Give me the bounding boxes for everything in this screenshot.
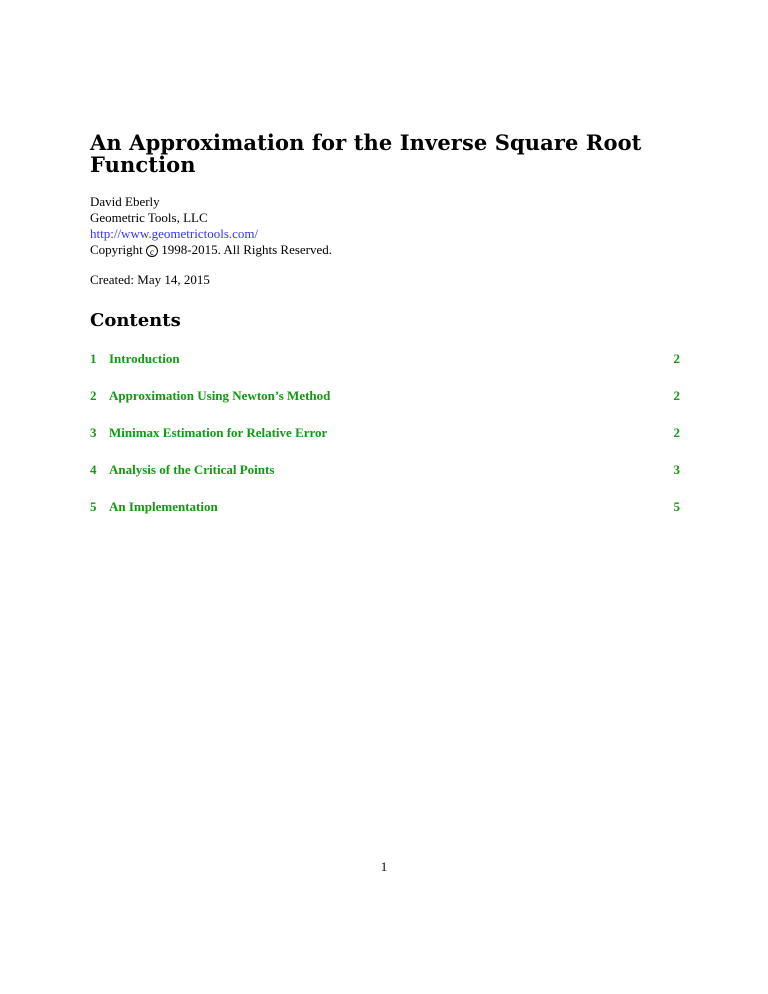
copyright-prefix: Copyright	[90, 242, 143, 257]
created-date: Created: May 14, 2015	[90, 272, 210, 287]
toc-entry-number: 1	[90, 351, 97, 366]
toc-entry-label: An Implementation	[109, 499, 218, 514]
toc-entry-number: 4	[90, 462, 97, 477]
toc-entry-minimax-estimation[interactable]	[90, 424, 680, 461]
contents-heading: Contents	[90, 310, 181, 331]
toc-entry-page: 2	[673, 388, 680, 403]
website-link[interactable]: http://www.geometrictools.com/	[90, 226, 259, 241]
author-name: David Eberly	[90, 194, 160, 209]
paper-title: An Approximation for the Inverse Square Root Function	[90, 130, 642, 177]
toc-entry-label: Introduction	[109, 351, 180, 366]
toc-entry-label: Minimax Estimation for Relative Error	[109, 425, 328, 440]
table-of-contents	[90, 350, 680, 535]
toc-entry-introduction[interactable]	[90, 350, 680, 387]
toc-entry-critical-points[interactable]	[90, 461, 680, 498]
toc-entry-page: 5	[673, 499, 680, 514]
toc-entry-newtons-method[interactable]	[90, 387, 680, 424]
copyright-line	[90, 242, 332, 258]
toc-entry-page: 2	[673, 351, 680, 366]
toc-entry-implementation[interactable]	[90, 498, 680, 535]
toc-entry-number: 5	[90, 499, 97, 514]
toc-entry-label: Approximation Using Newton’s Method	[109, 388, 331, 403]
toc-entry-number: 2	[90, 388, 97, 403]
toc-entry-page: 2	[673, 425, 680, 440]
copyright-suffix: 1998-2015. All Rights Reserved.	[161, 242, 333, 257]
toc-entry-number: 3	[90, 425, 97, 440]
author-block	[90, 194, 332, 258]
toc-entry-page: 3	[673, 462, 680, 477]
copyright-icon: c	[146, 245, 158, 257]
page-number: 1	[380, 859, 388, 874]
author-organization: Geometric Tools, LLC	[90, 210, 208, 225]
toc-entry-label: Analysis of the Critical Points	[109, 462, 275, 477]
